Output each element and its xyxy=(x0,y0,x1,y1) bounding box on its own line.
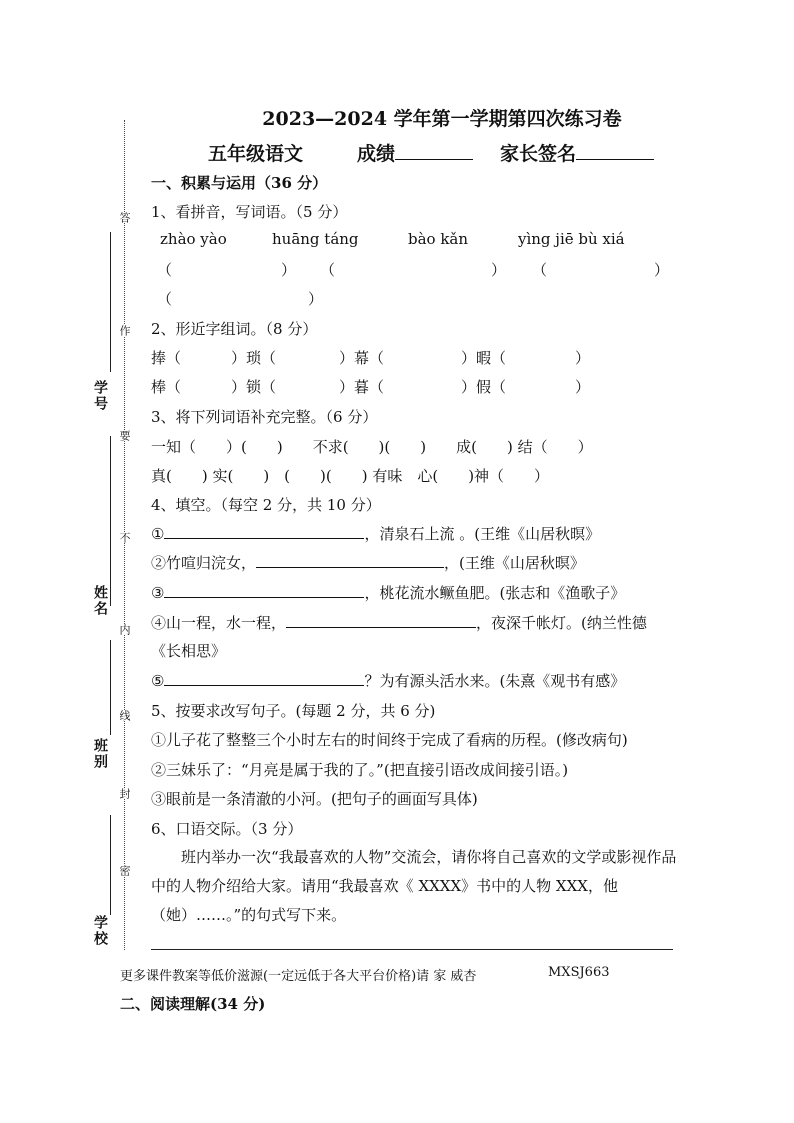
q2-row1-item4: ）暇（ xyxy=(461,349,507,367)
answer-bracket-1-open: （ xyxy=(157,261,173,279)
q4-item2-text: ，(王维《山居秋暝》 xyxy=(444,554,585,572)
q4-item2 xyxy=(151,552,585,573)
q4-item5-num: ⑤ xyxy=(151,672,165,690)
answer-bracket-3-open: （ xyxy=(532,261,548,279)
pinyin-2: huāng táng xyxy=(272,230,359,248)
q4-item4-continuation: 《长相思》 xyxy=(151,642,227,660)
q4-prompt: 4、填空。（每空 2 分，共 10 分） xyxy=(151,496,381,514)
q4-item2-lead: ②竹喧归浣女， xyxy=(151,554,257,572)
q5-item2: ②三妹乐了：“月亮是属于我的了。”(把直接引语改成间接引语。) xyxy=(151,761,569,779)
binding-mark-bu: 不 xyxy=(118,532,131,543)
pinyin-4: yìng jiē bù xiá xyxy=(518,230,625,248)
q4-item4-blank[interactable] xyxy=(286,613,476,628)
answer-bracket-2-close: ） xyxy=(491,261,507,279)
answer-bracket-2-open: （ xyxy=(320,261,336,279)
q4-item5-text: ？为有源头活水来。(朱熹《观书有感》 xyxy=(364,672,626,690)
school-underline xyxy=(110,815,111,915)
signature-field xyxy=(500,139,654,166)
q4-item4-text: ，夜深千帐灯。(纳兰性德 xyxy=(476,614,647,632)
binding-mark-feng: 封 xyxy=(118,788,131,799)
class-underline xyxy=(110,640,111,735)
q4-item1 xyxy=(151,523,600,544)
section2-heading: 二、阅读理解(34 分) xyxy=(120,995,266,1013)
q4-item5-blank[interactable] xyxy=(164,671,364,686)
footer-ad: 更多课件教案等低价滋源(一定远低于各大平台价格)请 家 威杏 xyxy=(120,969,477,984)
q4-item2-blank[interactable] xyxy=(256,553,444,568)
q1-prompt: 1、看拼音，写词语。（5 分） xyxy=(151,203,348,221)
score-blank[interactable] xyxy=(395,145,473,160)
student-id-label: 学号 xyxy=(92,380,108,412)
binding-mark-yao: 要 xyxy=(118,430,131,441)
binding-mark-mi: 密 xyxy=(118,865,131,876)
q4-item4 xyxy=(151,612,647,633)
q4-item3-blank[interactable] xyxy=(164,583,364,598)
q3-prompt: 3、将下列词语补充完整。（6 分） xyxy=(151,408,378,426)
binding-mark-zuo: 作 xyxy=(118,325,131,336)
footer-code: MXSJ663 xyxy=(548,965,610,980)
binding-mark-da: 答 xyxy=(118,212,131,223)
name-label: 姓名 xyxy=(92,585,108,617)
answer-bracket-4-open: （ xyxy=(157,290,173,308)
q2-row2-item3: ）暮（ xyxy=(339,378,385,396)
q5-prompt: 5、按要求改写句子。(每题 2 分，共 6 分) xyxy=(151,702,436,720)
q4-item3-text: ，桃花流水鳜鱼肥。(张志和《渔歌子》 xyxy=(364,584,626,602)
student-id-underline xyxy=(110,232,111,372)
pinyin-1: zhào yào xyxy=(160,230,227,248)
answer-bracket-4-close: ） xyxy=(308,290,324,308)
q2-row2-item5: ） xyxy=(575,378,591,396)
q2-row2 xyxy=(151,376,590,397)
q4-item5 xyxy=(151,670,625,691)
score-label: 成绩 xyxy=(357,143,396,165)
q2-row1-item1: 捧（ xyxy=(151,349,182,367)
q2-row2-item4: ）假（ xyxy=(461,378,507,396)
q6-prompt: 6、口语交际。（3 分） xyxy=(151,820,303,838)
q5-item1: ①儿子花了整整三个小时左右的时间终于完成了看病的历程。(修改病句) xyxy=(151,731,628,749)
binding-mark-xian: 线 xyxy=(118,710,131,721)
q2-row2-item1: 棒（ xyxy=(151,378,182,396)
q4-item1-text: ，清泉石上流 。(王维《山居秋暝》 xyxy=(364,525,601,543)
pinyin-3: bào kǎn xyxy=(408,230,469,248)
q2-row1-item5: ） xyxy=(575,349,591,367)
grade-subject: 五年级语文 xyxy=(208,143,304,165)
q6-text: 班内举办一次“我最喜欢的人物”交流会，请你将自己喜欢的文学或影视作品中的人物介绍给大家。请用“我最喜欢《 XXXX》书中的人物 XXX，他（她）……。”的句式写下来。 xyxy=(151,848,677,924)
answer-bracket-1-close: ） xyxy=(281,261,297,279)
q5-item3: ③眼前是一条清澈的小河。(把句子的画面写具体) xyxy=(151,790,478,808)
q4-item1-blank[interactable] xyxy=(164,524,364,539)
school-label: 学校 xyxy=(92,915,108,947)
section1-heading: 一、积累与运用（36 分） xyxy=(151,174,328,192)
answer-bracket-3-close: ） xyxy=(654,261,670,279)
exam-title: 2023—2024 学年第一学期第四次练习卷 xyxy=(262,108,622,130)
q2-row1-item3: ）幕（ xyxy=(339,349,385,367)
q4-item4-lead: ④山一程，水一程， xyxy=(151,614,287,632)
name-underline xyxy=(110,436,111,606)
q2-row1-item2: ）琐（ xyxy=(231,349,277,367)
q6-answer-line[interactable] xyxy=(151,949,673,950)
q3-row1: 一知（ ）( ) 不求( )( ) 成( ) 结（ ） xyxy=(151,438,593,456)
q2-row2-item2: ）锁（ xyxy=(231,378,277,396)
q4-item3-num: ③ xyxy=(151,584,165,602)
q2-prompt: 2、形近字组词。（8 分） xyxy=(151,320,318,338)
q3-row2: 真( ) 实( ) ( )( ) 有味 心( )神（ ） xyxy=(151,467,550,485)
binding-mark-nei: 内 xyxy=(118,624,131,635)
class-label: 班别 xyxy=(92,738,108,770)
q4-item1-num: ① xyxy=(151,525,165,543)
signature-blank[interactable] xyxy=(576,145,654,160)
signature-label: 家长签名 xyxy=(500,143,577,165)
q4-item3 xyxy=(151,582,625,603)
q2-row1 xyxy=(151,347,590,368)
score-field xyxy=(357,139,473,166)
